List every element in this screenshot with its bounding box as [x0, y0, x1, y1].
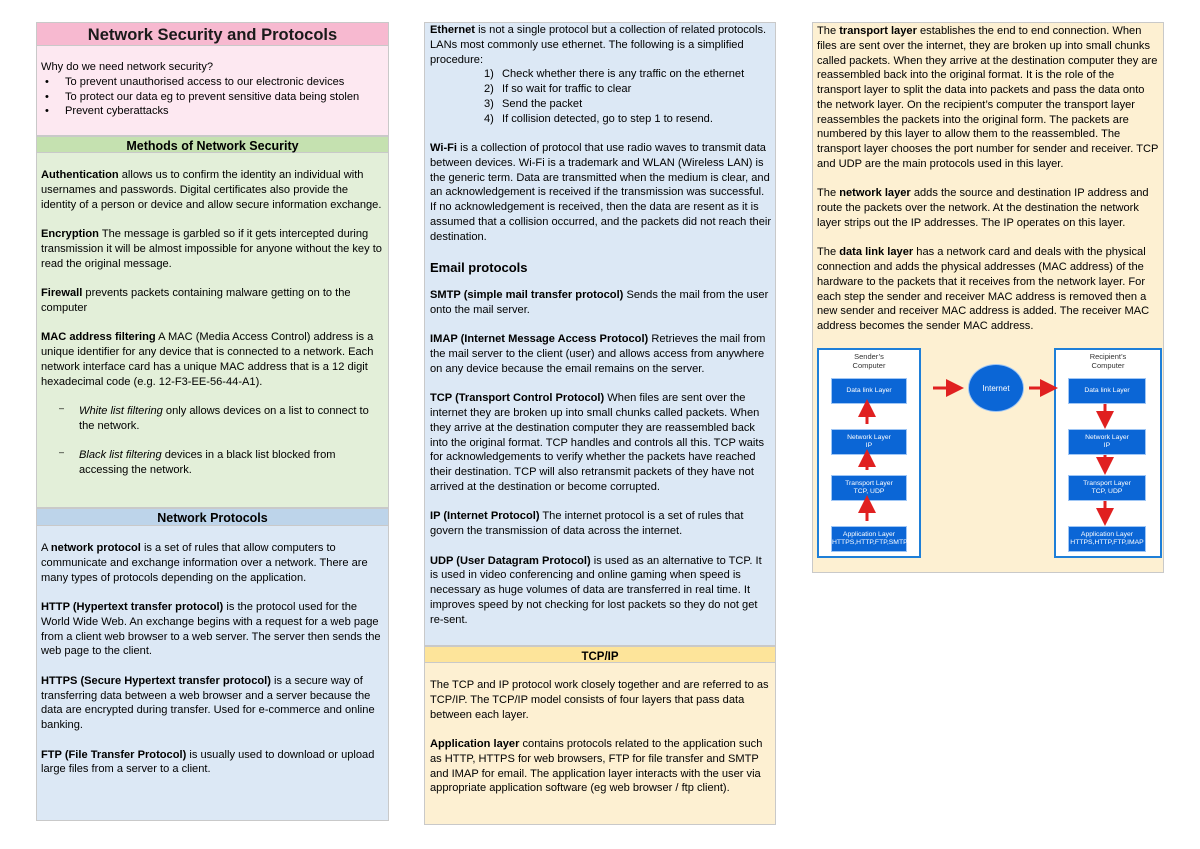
layer-protocols: IP — [1103, 442, 1111, 449]
ethernet-term: Ethernet — [430, 24, 475, 36]
whitelist-text: only allows devices on a list to connect to the network. — [79, 405, 369, 432]
network-term: network layer — [839, 187, 911, 200]
layer-protocols: TCP, UDP — [853, 488, 885, 495]
tcpip-heading-bar — [424, 646, 776, 663]
network-text: adds the source and destination IP address and route the packets over the network. At the destination the network layer strips out the IP addresses. The IP operates on this layer. — [817, 187, 1149, 229]
layer-protocols: TCP, UDP — [1091, 488, 1123, 495]
methods-heading-bar — [36, 136, 389, 153]
step-number: 2) — [484, 83, 494, 95]
ip-term: IP (Internet Protocol) — [430, 510, 540, 523]
tcp-text: When files are sent over the internet they are broken up into small chunks called packets. When they arrive at the destination computer they are reassembled back into the original format. TCP handles and controls all this. TCP waits for acknowledgements to verify whether the packets have reached their destination. TCP will also retransmit packets of they have not arrived at the destination or become corrupted. — [430, 392, 765, 493]
ftp-para — [41, 748, 386, 778]
why-question: Why do we need network security? — [41, 61, 214, 73]
protocols-heading: Network Protocols — [157, 511, 268, 525]
dash-marker: – — [59, 447, 65, 458]
step-text: If collision detected, go to step 1 to resend. — [502, 112, 713, 125]
encryption-para — [41, 227, 386, 271]
ftp-text: is usually used to download or upload large files from a server to a client. — [41, 748, 375, 776]
ethernet-step — [484, 82, 772, 97]
ethernet-step — [484, 112, 772, 127]
datalink-term: data link layer — [839, 246, 914, 259]
why-block — [41, 60, 385, 119]
protocol-def-term: network protocol — [50, 542, 141, 554]
https-term: HTTPS (Secure Hypertext transfer protocol) — [41, 674, 271, 687]
http-para — [41, 600, 386, 659]
dash-marker: – — [59, 403, 65, 413]
https-text: is a secure way of transferring data between a web browser and a server because the data are encrypted during transfer. Used for e-commerce and online banking. — [41, 674, 375, 731]
layer-label: Data link Layer — [1084, 387, 1130, 394]
smtp-para — [430, 288, 772, 318]
why-bullet-list — [41, 75, 385, 119]
tcp-term: TCP (Transport Control Protocol) — [430, 392, 605, 405]
protocols-heading-bar — [36, 508, 389, 526]
layer-label: Transport Layer — [1083, 480, 1131, 487]
datalink-text: has a network card and deals with the physical connection and adds the physical addresses (MAC address) of the hardware to the packets that it receives from the network layer. For each step the sender and receiver MAC address is removed then a new sender and receiver MAC address is added. The receiver MAC address becomes the sender MAC address. — [817, 246, 1150, 332]
transport-text: establishes the end to end connection. When files are sent over the internet, they are broken up into small chunks called packets. When they arrive at the destination computer they are reassembled back into the original format. It is the role of the transport layer to split the data into packets and pass the data onto the network layer. On the recipient’s computer the transport layer reassembles the packets into the original form. The packets are numbered by this layer to allow them to the reassembled. The transport layer chooses the port number for sender and receiver. TCP and UDP are the main protocols used in this layer. — [817, 25, 1159, 170]
firewall-text: prevents packets containing malware getting on to the computer — [41, 287, 351, 314]
layer-label: Application Layer — [1080, 531, 1134, 538]
methods-heading: Methods of Network Security — [126, 139, 299, 153]
layer-label: Network Layer — [1085, 434, 1129, 441]
methods-body — [41, 168, 386, 493]
why-bullet: • To protect our data eg to prevent sensitive data being stolen — [41, 90, 385, 105]
wifi-para — [430, 141, 772, 244]
blacklist-text: devices in a black list blocked from accessing the network. — [79, 449, 336, 476]
application-term: Application layer — [430, 738, 520, 750]
internet-label: Internet — [982, 383, 1010, 393]
ethernet-step — [484, 67, 772, 82]
ftp-term: FTP (File Transfer Protocol) — [41, 748, 187, 761]
https-para — [41, 674, 386, 733]
authentication-text: allows us to confirm the identity an individual with usernames and passwords. Digital certificates also provide the identity of a person or device and allow secure information exchange. — [41, 169, 382, 211]
mac-para — [41, 330, 386, 389]
http-text: is the protocol used for the World Wide Web. An exchange begins with a request for a web page from a client web browser to a web server. The server then sends the web page to the client. — [41, 601, 381, 658]
datalink-para — [817, 245, 1159, 334]
tcpip-intro: The TCP and IP protocol work closely together and are referred to as TCP/IP. The TCP/IP model consists of four layers that pass data between each layer. — [430, 679, 769, 721]
layer-label: Network Layer — [847, 434, 891, 441]
step-number: 3) — [484, 97, 494, 110]
why-bullet: • To prevent unauthorised access to our electronic devices — [41, 75, 385, 90]
page-title-bar — [36, 22, 389, 46]
mac-term: MAC address filtering — [41, 331, 156, 344]
step-text: Send the packet — [502, 97, 583, 110]
layer-protocols: HTTPS,HTTP,FTP,SMTP — [832, 539, 908, 546]
page-title: Network Security and Protocols — [87, 26, 338, 44]
transport-pre: The — [817, 25, 840, 37]
wifi-term: Wi-Fi — [430, 142, 458, 154]
network-pre: The — [817, 187, 840, 200]
tcpip-heading: TCP/IP — [581, 651, 619, 663]
blacklist-term: Black list filtering — [79, 449, 162, 462]
filtering-list — [41, 404, 386, 478]
col3-body — [817, 24, 1159, 349]
transport-term: transport layer — [839, 25, 917, 37]
transport-para — [817, 24, 1159, 172]
protocols-body — [41, 541, 386, 792]
imap-para — [430, 332, 772, 376]
udp-term: UDP (User Datagram Protocol) — [430, 554, 591, 567]
ip-para — [430, 509, 772, 539]
protocol-def-text: is a set of rules that allow computers to communicate and exchange information over a network. There are many types of protocols depending on the application. — [41, 542, 368, 584]
imap-text: Retrieves the mail from the mail server to the client (user) and allows access from anywhere on any device because the email remains on the server. — [430, 333, 766, 375]
encryption-text: The message is garbled so if it gets intercepted during transmission it will be almost impossible for anyone without the key to read the original message. — [41, 228, 382, 270]
authentication-term: Authentication — [41, 169, 119, 181]
recipient-title-line2: Computer — [1091, 361, 1125, 370]
col2-body — [430, 23, 772, 642]
smtp-text: Sends the mail from the user onto the mail server. — [430, 289, 769, 316]
layer-protocols: IP — [865, 442, 873, 449]
ethernet-step — [484, 97, 772, 112]
imap-term: IMAP (Internet Message Access Protocol) — [430, 333, 649, 346]
layer-label: Transport Layer — [845, 480, 893, 487]
smtp-term: SMTP (simple mail transfer protocol) — [430, 289, 624, 301]
protocol-definition — [41, 541, 386, 585]
protocol-def-pre: A — [41, 542, 51, 554]
diagram-arrows — [817, 348, 1163, 560]
firewall-para — [41, 286, 386, 316]
layer-protocols: HTTPS,HTTP,FTP,IMAP — [1070, 539, 1144, 546]
udp-text: is used as an alternative to TCP. It is used in video conferencing and online gaming when speed is necessary as huge volumes of data are transferred in real time. It improves speed by not checking for lost packets so they do not get re-sent. — [430, 554, 762, 626]
udp-para — [430, 554, 772, 628]
email-heading: Email protocols — [430, 260, 528, 275]
encryption-term: Encryption — [41, 228, 99, 240]
ethernet-para — [430, 23, 772, 67]
whitelist-term: White list filtering — [79, 405, 163, 417]
network-para — [817, 186, 1159, 230]
step-number: 4) — [484, 112, 494, 125]
http-term: HTTP (Hypertext transfer protocol) — [41, 601, 224, 613]
application-para — [430, 737, 772, 796]
step-text: Check whether there is any traffic on the ethernet — [502, 68, 745, 81]
blacklist-item — [57, 448, 386, 478]
layer-label: Application Layer — [842, 531, 896, 538]
ethernet-steps — [430, 67, 772, 126]
whitelist-item — [57, 404, 386, 434]
tcp-para — [430, 391, 772, 494]
sender-title-line1: Sender’s — [854, 352, 884, 361]
step-text: If so wait for traffic to clear — [502, 83, 632, 95]
why-bullet: • Prevent cyberattacks — [41, 104, 385, 119]
wifi-text: is a collection of protocol that use radio waves to transmit data between devices. Wi-Fi is a trademark and WLAN (Wireless LAN) is the generic term. Data are transmitted when the medium is clear, and an acknowledgement is received if the transmission was successful. If no acknowledgement is received, then the data are resent as it is assumed that a collision occurred, and the packets did not reach their destination. — [430, 142, 772, 243]
datalink-pre: The — [817, 246, 840, 259]
step-number: 1) — [484, 68, 494, 81]
layer-label: Data link Layer — [846, 387, 892, 394]
authentication-para — [41, 168, 386, 212]
ethernet-text: is not a single protocol but a collection of related protocols. LANs most commonly use ethernet. The following is a simplified procedure: — [430, 24, 767, 66]
ip-text: The internet protocol is a set of rules that govern the transmission of data across the internet. — [430, 510, 744, 537]
firewall-term: Firewall — [41, 287, 83, 299]
tcpip-body — [430, 678, 772, 811]
sender-title-line2: Computer — [852, 361, 886, 370]
application-text: contains protocols related to the application such as HTTP, HTTPS for web browsers, FTP for file transfer and SMTP and IMAP for email. The application layer interacts with the user via appropriate application software (eg web browser / ftp client). — [430, 738, 763, 795]
recipient-title-line1: Recipient’s — [1089, 352, 1127, 361]
mac-text: A MAC (Media Access Control) address is a unique identifier for any device that is connected to a network. Each network interface card has a unique MAC address that is a 12 digit hexadecimal code (e.g. 12-F3-EE-56-44-A1). — [41, 331, 374, 388]
